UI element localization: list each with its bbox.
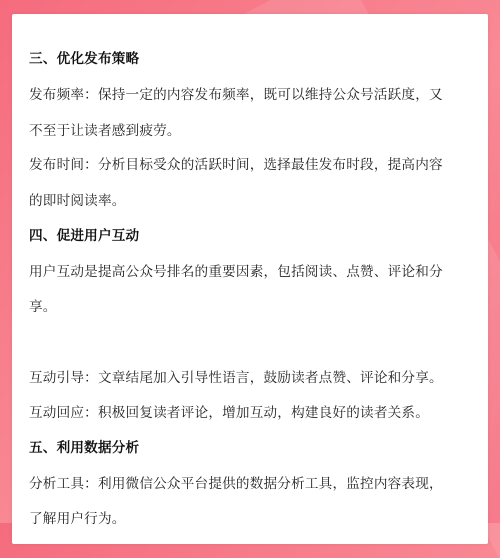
paragraph-line: 发布频率：保持一定的内容发布频率，既可以维持公众号活跃度，又 [29, 87, 443, 103]
paragraph-line: 了解用户行为。 [29, 511, 126, 527]
article-card [12, 14, 488, 544]
paragraph-line: 互动引导：文章结尾加入引导性语言，鼓励读者点赞、评论和分享。 [29, 370, 443, 386]
section-heading-user-interaction: 四、促进用户互动 [29, 228, 140, 244]
paragraph-line: 用户互动是提高公众号排名的重要因素，包括阅读、点赞、评论和分 [29, 264, 443, 280]
paragraph-line: 发布时间：分析目标受众的活跃时间，选择最佳发布时段，提高内容 [29, 157, 443, 173]
paragraph-line: 享。 [29, 299, 57, 315]
paragraph-line: 互动回应：积极回复读者评论，增加互动，构建良好的读者关系。 [29, 405, 430, 421]
paragraph-line: 的即时阅读率。 [29, 193, 126, 209]
paragraph-line: 分析工具：利用微信公众平台提供的数据分析工具，监控内容表现， [29, 476, 443, 492]
section-heading-data-analysis: 五、利用数据分析 [29, 440, 140, 456]
section-heading-publish-strategy: 三、优化发布策略 [29, 51, 140, 67]
paragraph-line: 不至于让读者感到疲劳。 [29, 123, 181, 139]
